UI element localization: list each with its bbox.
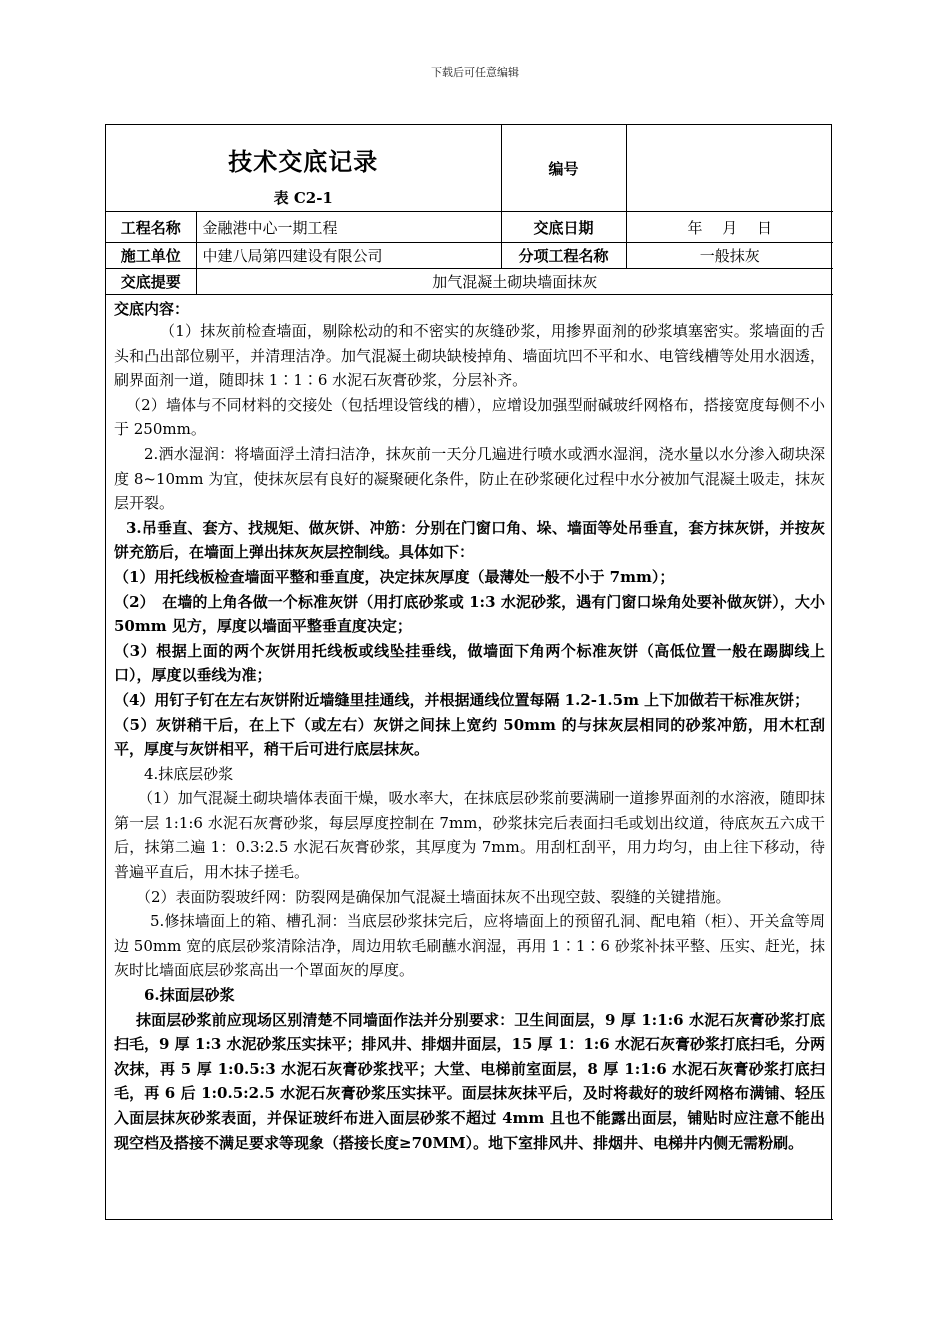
content-paragraph: 3.吊垂直、套方、找规矩、做灰饼、冲筋：分别在门窗口角、垛、墙面等处吊垂直，套方抹灰饼，并按灰饼充筋后，在墙面上弹出抹灰灰层控制线。具体如下： bbox=[114, 518, 825, 562]
content-paragraph: 4.抹底层砂浆 bbox=[144, 764, 234, 783]
summary-label: 交底提要 bbox=[106, 269, 196, 295]
number-value bbox=[626, 125, 833, 212]
content-paragraph: （4）用钉子钉在左右灰饼附近墙缝里挂通线，并根据通线位置每隔 1.2-1.5m 上下加做若干标准灰饼； bbox=[114, 690, 810, 709]
contractor-label: 施工单位 bbox=[106, 243, 196, 269]
content-paragraph: 6.抹面层砂浆 bbox=[144, 986, 235, 1005]
content-paragraph: 抹面层砂浆前应现场区别清楚不同墙面作法并分别要求：卫生间面层，9 厚 1:1:6 水泥石灰膏砂浆打底扫毛，9 厚 1:3 水泥砂浆压实抹平；排风井、排烟井面层，15 厚 1：1:6 水泥石灰膏砂浆打底扫毛，分两次抹，再 5 厚 1:0.5:3 水泥石灰膏砂浆找平；大堂、电梯前室面层，8 厚 1:1:6 水泥石灰膏砂浆打底扫毛，再 6 后 1:0.5:2.5 水泥石灰膏砂浆压实抹平。面层抹灰抹平后，及时将裁好的玻纤网格布满铺、轻压入面层抹灰砂浆表面，并保证玻纤布进入面层砂浆不超过 4mm 且也不能露出面层，铺贴时应注意不能出现空档及搭接不满足要求等现象（搭接长度≥70MM）。地下室排风井、排烟井、电梯井内侧无需粉刷。 bbox=[114, 1010, 825, 1152]
content-cell bbox=[106, 295, 833, 1220]
date-value: 年 月 日 bbox=[626, 212, 833, 243]
number-label: 编号 bbox=[501, 125, 626, 212]
content-paragraph: （1）加气混凝土砌块墙体表面干燥，吸水率大，在抹底层砂浆前要满刷一道掺界面剂的水溶液，随即抹第一层 1:1:6 水泥石灰膏砂浆，每层厚度控制在 7mm，砂浆抹完后表面扫毛或划出纹道，待底灰五六成干后，抹第二遍 1：0.3:2.5 水泥石灰膏砂浆，其厚度为 7mm。用刮杠刮平，用力均匀，由上往下移动，待普遍平直后，用木抹子搓毛。 bbox=[114, 789, 825, 882]
content-paragraph: （1）抹灰前检查墙面，剔除松动的和不密实的灰缝砂浆，用掺界面剂的砂浆填塞密实。浆墙面的舌头和凸出部位剔平，并清理洁净。加气混凝土砌块缺棱掉角、墙面坑凹不平和水、电管线槽等处用水洇透，刷界面剂一道，随即抹 1∶1∶6 水泥石灰膏砂浆，分层补齐。 bbox=[114, 322, 825, 390]
content-paragraph: （1）用托线板检查墙面平整和垂直度，决定抹灰厚度（最薄处一般不小于 7mm）； bbox=[114, 567, 675, 586]
project-label: 工程名称 bbox=[106, 212, 196, 243]
form-subtitle: 表 C2-1 bbox=[273, 189, 333, 207]
content-paragraph: 5.修抹墙面上的箱、槽孔洞：当底层砂浆抹完后，应将墙面上的预留孔洞、配电箱（柜）、开关盒等周边 50mm 宽的底层砂浆清除洁净，周边用软毛刷蘸水润湿，再用 1∶1∶6 砂浆补抹平整、压实、赶光，抹灰时比墙面底层砂浆高出一个罩面灰的厚度。 bbox=[114, 912, 825, 980]
form-table bbox=[106, 125, 833, 1220]
summary-value: 加气混凝土砌块墙面抹灰 bbox=[196, 269, 833, 295]
content-paragraph: （5）灰饼稍干后，在上下（或左右）灰饼之间抹上宽约 50mm 的与抹灰层相同的砂浆冲筋，用木杠刮平，厚度与灰饼相平，稍干后可进行底层抹灰。 bbox=[114, 715, 825, 759]
page-header-note: 下载后可任意编辑 bbox=[431, 66, 519, 79]
content-paragraph: （3）根据上面的两个灰饼用托线板或线坠挂垂线，做墙面下角两个标准灰饼（高低位置一般在踢脚线上口），厚度以垂线为准； bbox=[114, 641, 825, 685]
content-paragraph: （2）墙体与不同材料的交接处（包括埋设管线的槽），应增设加强型耐碱玻纤网格布，搭接宽度每侧不小于 250mm。 bbox=[114, 395, 825, 439]
content-label: 交底内容： bbox=[114, 300, 190, 318]
subitem-label: 分项工程名称 bbox=[501, 243, 626, 269]
contractor-value: 中建八局第四建设有限公司 bbox=[196, 243, 501, 269]
project-value: 金融港中心一期工程 bbox=[196, 212, 501, 243]
content-paragraph: （2）表面防裂玻纤网：防裂网是确保加气混凝土墙面抹灰不出现空鼓、裂缝的关键措施。 bbox=[136, 887, 731, 906]
subitem-value: 一般抹灰 bbox=[626, 243, 833, 269]
form-title: 技术交底记录 bbox=[228, 147, 379, 176]
content-paragraph: （2） 在墙的上角各做一个标准灰饼（用打底砂浆或 1:3 水泥砂浆，遇有门窗口垛角处要补做灰饼），大小 50mm 见方，厚度以墙面平整垂直度决定； bbox=[114, 592, 825, 636]
technical-disclosure-form bbox=[105, 124, 832, 1220]
content-paragraph: 2.洒水湿润：将墙面浮土清扫洁净，抹灰前一天分几遍进行喷水或洒水湿润，浇水量以水分渗入砌块深度 8~10mm 为宜，使抹灰层有良好的凝聚硬化条件，防止在砂浆硬化过程中水分被加气混凝土吸走，抹灰层开裂。 bbox=[114, 444, 825, 513]
date-label: 交底日期 bbox=[501, 212, 626, 243]
title-cell bbox=[106, 125, 501, 212]
